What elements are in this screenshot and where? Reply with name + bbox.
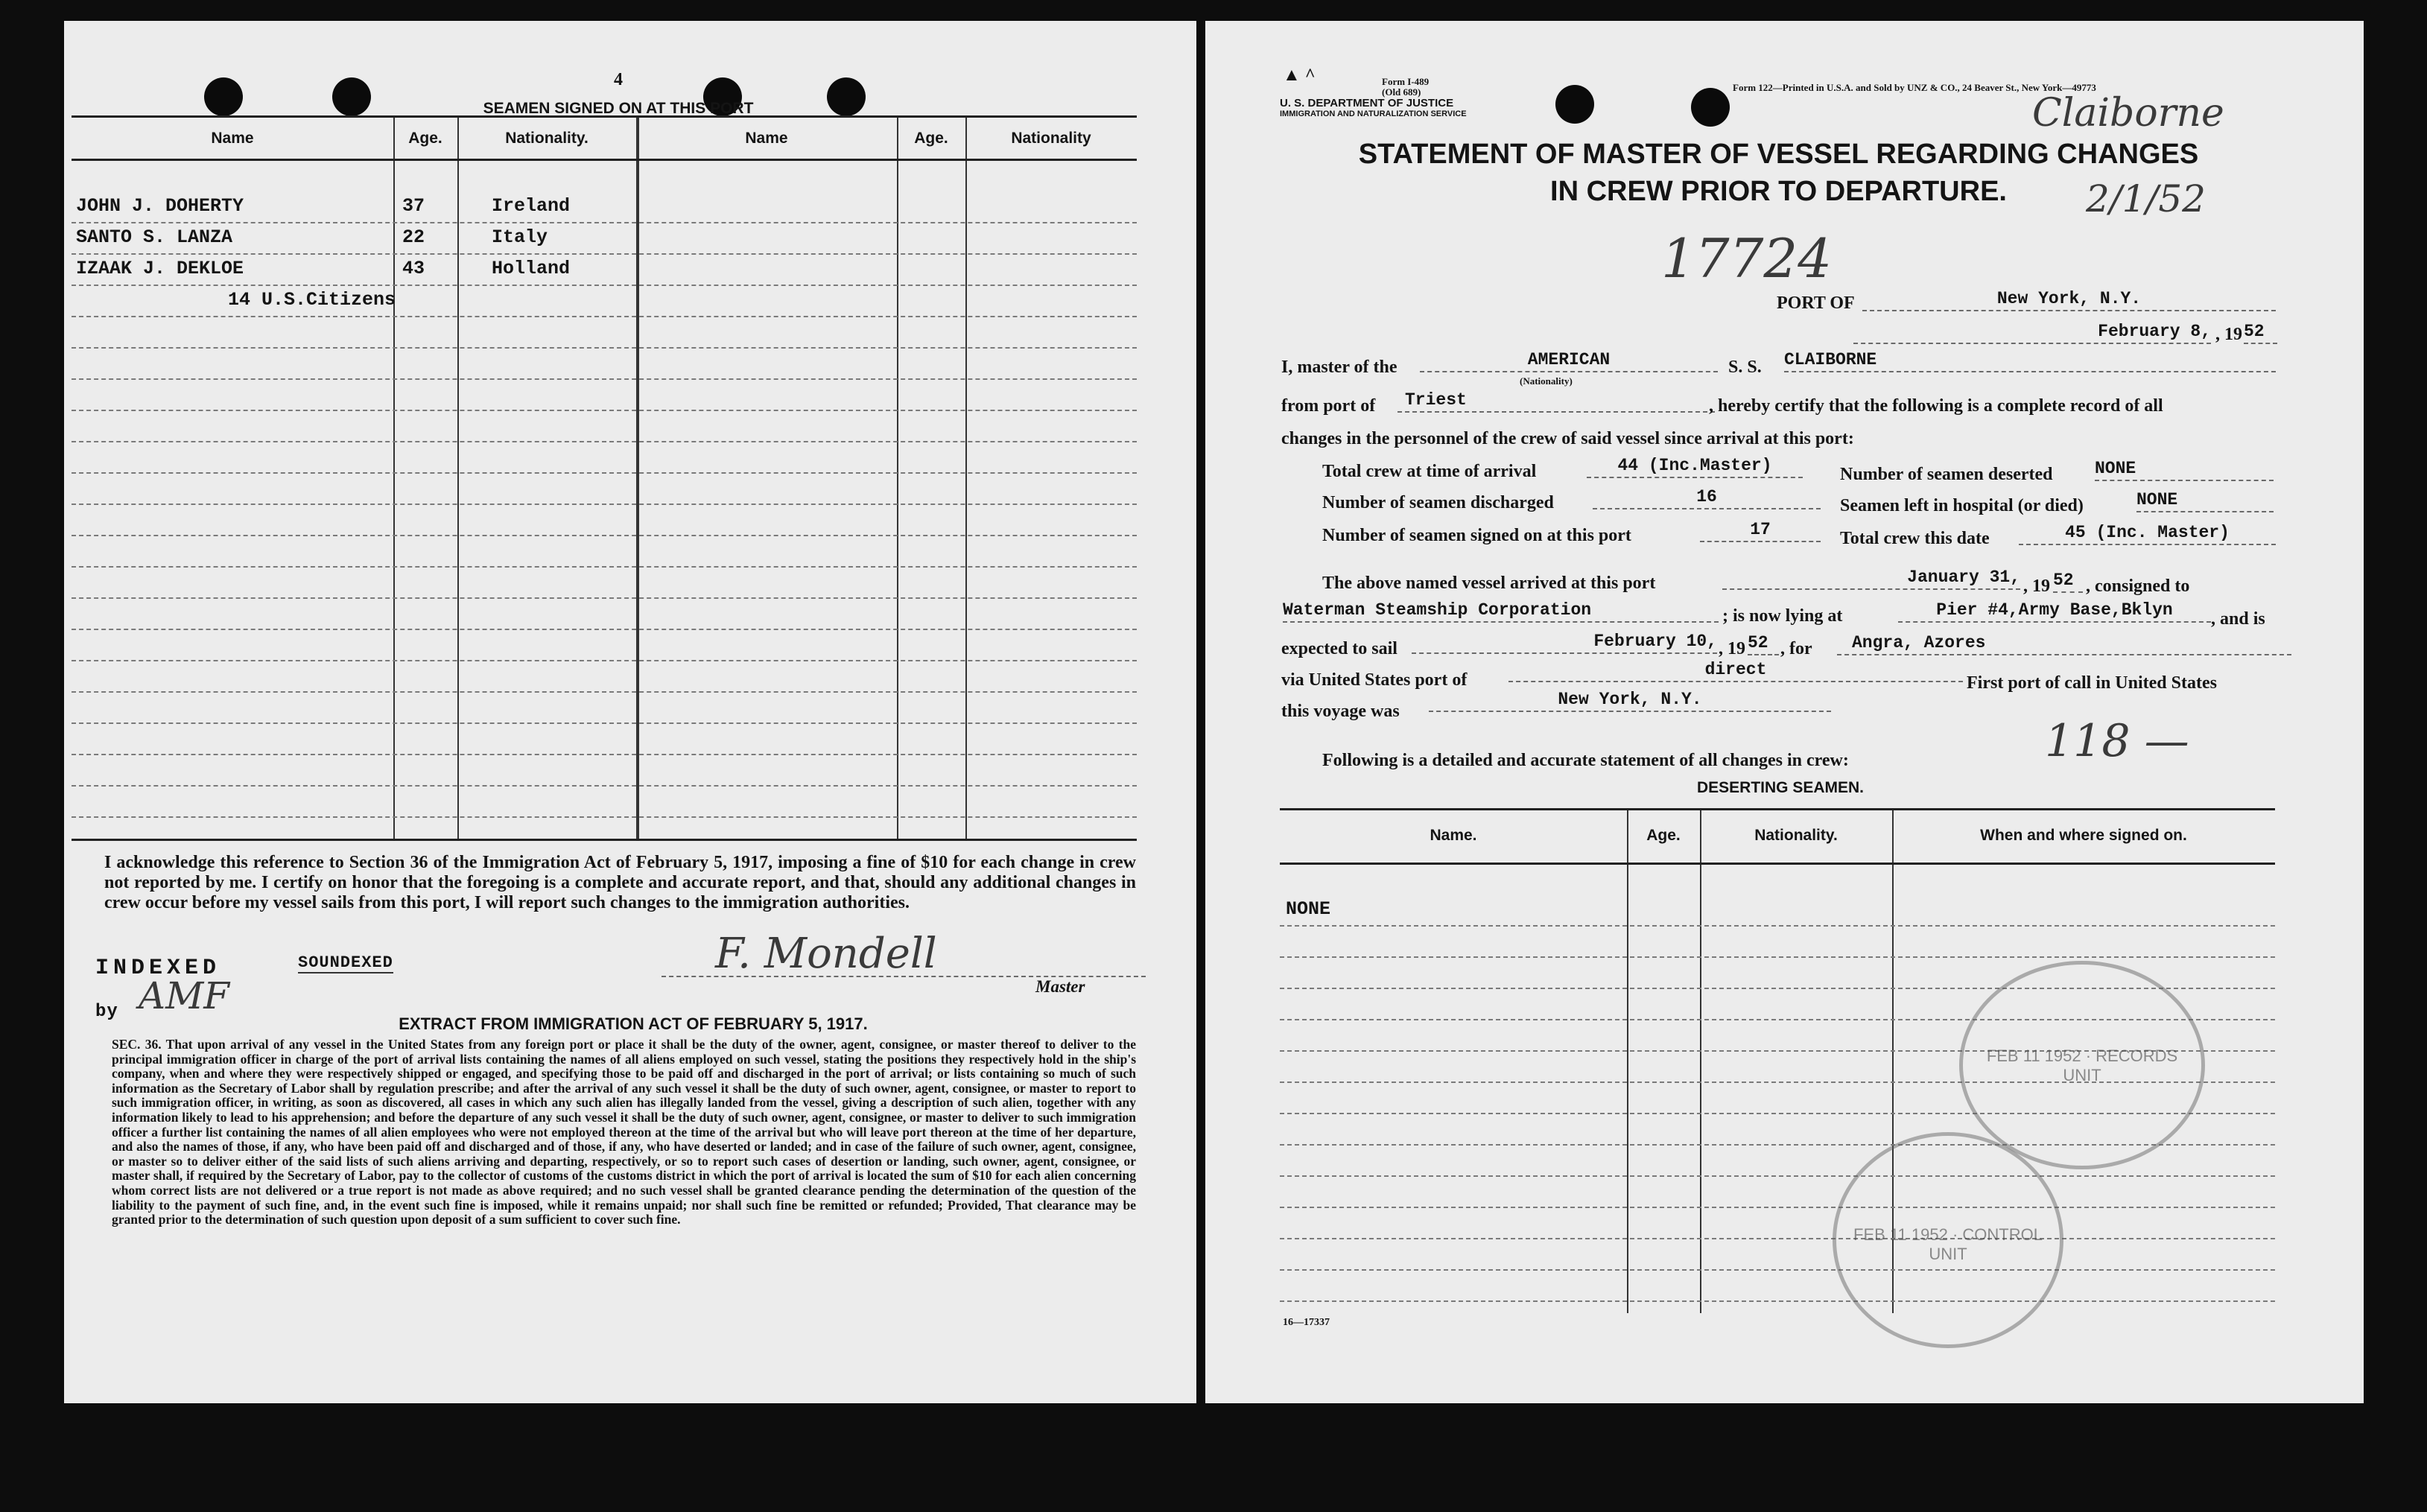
corner-mark: ▲ ^ [1283, 66, 1316, 85]
column-header: Name. [1430, 827, 1477, 844]
voyage-label: this voyage was [1281, 702, 1400, 721]
destination: Angra, Azores [1837, 633, 2291, 655]
seamen-signed-on-table [72, 115, 1137, 841]
first-port-label: First port of call in United States [1967, 673, 2217, 693]
from-port-value: Triest [1397, 390, 1715, 413]
extract-text: SEC. 36. That upon arrival of any vessel in the United States from any foreign port or place it shall be the duty of the owner, agent, consignee, or master thereof to deliver to the principal immigration officer in charge of the port of arrival lists containing the names of all aliens employed on such vessel, stating the positions they respectively hold in the ship's company, when and where they were respectively shipped or engaged, and specifying those to be paid off and discharged in the port of arrival; or lists containing so much of such information as the Secretary of Labor shall by regulation prescribe; and after the arrival of any such vessel it shall be the duty of such owner, agent, consignee, or master to report to such immigration officer, in writing, as soon as discovered, all cases in which any such alien has illegally landed from the vessel, giving a description of such alien, together with any information likely to lead to his apprehension; and before the departure of any such vessel it shall be the duty of such owner, agent, consignee, or master to deliver to such immigration officer a further list containing the names of all alien employees who were not employed thereon at the time of the arrival but who will leave port thereon at the time of her departure, and also the names of those, if any, who have been paid off and discharged and of those, if any, who have deserted or landed; and in case of the failure of such owner, agent, consignee, or master so to deliver either of the said lists of such aliens arriving and departing, respectively, or so to report such cases of desertion or landing, such owner, agent, consignee, or master shall, if required by the Secretary of Labor, pay to the collector of customs of the customs district in which the port of arrival is located the sum of $10 for each alien concerning whom correct lists are not delivered or a true report is not made as above required; and no such vessel shall be granted clearance pending the determination of the question of the liability to the payment of such fine, and, in the event such fine is imposed, while it remains unpaid; nor shall such fine be remitted or refunded; Provided, That clearance may be granted prior to the determination of such question upon deposit of a sum sufficient to cover such fine. [112, 1037, 1136, 1227]
section-title: SEAMEN SIGNED ON AT THIS PORT [483, 100, 754, 117]
year-prefix: , 19 [2215, 325, 2242, 344]
discharged-label: Number of seamen discharged [1322, 493, 1554, 512]
department: U. S. DEPARTMENT OF JUSTICE [1280, 97, 1454, 109]
table-row [72, 222, 1137, 255]
total-crew-arrival-label: Total crew at time of arrival [1322, 462, 1537, 481]
table-row [1280, 894, 2275, 927]
total-crew-date-label: Total crew this date [1840, 529, 1990, 548]
lying-at-label: ; is now lying at [1722, 606, 1843, 626]
acknowledgement-text: I acknowledge this reference to Section 36 of the Immigration Act of February 5, 1917, imposing a fine of $10 for each change in crew not reported by me. I certify on honor that the foregoing is a complete and accurate report, and that, should any additional changes in crew occur before my vessel sails from this port, I will report such changes to the immigration authorities. [104, 853, 1136, 912]
seaman-age: 43 [402, 258, 425, 279]
column-header: Age. [914, 130, 948, 147]
and-is-label: , and is [2211, 609, 2265, 629]
handwritten-118: 118 — [2045, 715, 2189, 767]
column-header: Nationality. [505, 130, 588, 147]
soundexed-stamp: SOUNDEXED [298, 953, 393, 972]
from-port-label: from port of [1281, 396, 1376, 416]
arrived-value: January 31, [1722, 568, 2020, 590]
punch-hole [1555, 85, 1594, 124]
deserting-name: NONE [1286, 898, 1331, 920]
via-value: direct [1508, 660, 1963, 682]
table-row [72, 253, 1137, 286]
hospital-label: Seamen left in hospital (or died) [1840, 496, 2084, 515]
handwritten-vessel: Claiborne [2032, 91, 2224, 136]
consigned-label: , consigned to [2086, 576, 2190, 596]
master-label: Master [1035, 977, 1085, 996]
form-title-line2: IN CREW PRIOR TO DEPARTURE. [1550, 176, 2007, 207]
by-label: by [95, 1002, 118, 1022]
page-number: 4 [614, 70, 623, 89]
seaman-name: SANTO S. LANZA [76, 226, 233, 248]
citizens-note: 14 U.S.Citizens [228, 289, 396, 311]
deserted-label: Number of seamen deserted [1840, 465, 2053, 484]
changes-text: changes in the personnel of the crew of said vessel since arrival at this port: [1281, 429, 1854, 448]
consignee-value: Waterman Steamship Corporation [1283, 600, 1719, 623]
seaman-nationality: Italy [492, 226, 548, 248]
punch-hole [1691, 88, 1730, 127]
column-header: Nationality [1011, 130, 1091, 147]
total-crew-date-value: 45 (Inc. Master) [2019, 523, 2276, 545]
form-number: Form I-489 [1382, 76, 1430, 87]
form-title-line1: STATEMENT OF MASTER OF VESSEL REGARDING CHANGES [1358, 139, 2199, 170]
vessel-name: CLAIBORNE [1784, 350, 2276, 372]
handwritten-file-number: 17724 [1661, 227, 1833, 290]
seaman-age: 37 [402, 195, 425, 217]
port-of-value: New York, N.Y. [1862, 289, 2276, 311]
arrived-year-prefix: , 19 [2023, 576, 2050, 596]
nationality-value: AMERICAN [1420, 350, 1718, 372]
certify-text: , hereby certify that the following is a complete record of all [1709, 396, 2163, 416]
following-text: Following is a detailed and accurate statement of all changes in crew: [1322, 751, 1849, 770]
nationality-caption: (Nationality) [1520, 375, 1573, 387]
via-label: via United States port of [1281, 670, 1468, 690]
punch-hole [332, 77, 371, 116]
table-row [72, 191, 1137, 223]
total-crew-arrival-value: 44 (Inc.Master) [1587, 456, 1803, 478]
indexed-stamp: INDEXED [95, 956, 221, 981]
column-header: Name [211, 130, 254, 147]
expected-label: expected to sail [1281, 639, 1397, 658]
signed-on-label: Number of seamen signed on at this port [1322, 526, 1631, 545]
date-value: February 8, [1853, 322, 2211, 344]
arrived-label: The above named vessel arrived at this port [1322, 574, 1656, 593]
extract-title: EXTRACT FROM IMMIGRATION ACT OF FEBRUARY 5, 1917. [399, 1014, 868, 1033]
year-suffix: 52 [2244, 322, 2277, 344]
signed-on-value: 17 [1700, 520, 1821, 542]
column-header: When and where signed on. [1980, 827, 2187, 844]
received-stamp [1959, 961, 2205, 1169]
seaman-name: IZAAK J. DEKLOE [76, 258, 244, 279]
column-header: Name [745, 130, 788, 147]
stamp-text: FEB 11 1952 · CONTROL UNIT [1853, 1225, 2043, 1263]
sail-date: February 10, [1412, 632, 1717, 654]
indexer-initials: AMF [139, 974, 229, 1017]
port-of-label: PORT OF [1777, 293, 1855, 313]
arrived-year: 52 [2053, 571, 2083, 593]
discharged-value: 16 [1593, 487, 1821, 509]
sail-year: 52 [1748, 633, 1779, 655]
sail-year-prefix: , 19 [1719, 639, 1745, 658]
for-label: , for [1780, 639, 1812, 658]
table-row [72, 285, 1137, 317]
seaman-name: JOHN J. DOHERTY [76, 195, 244, 217]
deserted-value: NONE [2095, 459, 2274, 481]
punch-hole [204, 77, 243, 116]
deserting-title: DESERTING SEAMEN. [1696, 779, 1865, 796]
column-header: Nationality. [1754, 827, 1838, 844]
seaman-nationality: Holland [492, 258, 571, 279]
seaman-age: 22 [402, 226, 425, 248]
printer-note: Form 122—Printed in U.S.A. and Sold by UNZ & CO., 24 Beaver St., New York—49773 [1733, 82, 2096, 93]
voyage-value: New York, N.Y. [1429, 690, 1831, 712]
form-old: (Old 689) [1382, 86, 1421, 98]
lying-at-value: Pier #4,Army Base,Bklyn [1898, 600, 2211, 623]
column-header: Age. [1646, 827, 1681, 844]
master-of-label: I, master of the [1281, 358, 1397, 377]
punch-hole [827, 77, 866, 116]
handwritten-date: 2/1/52 [2086, 177, 2206, 220]
hospital-value: NONE [2136, 490, 2274, 512]
service: IMMIGRATION AND NATURALIZATION SERVICE [1280, 109, 1467, 118]
column-header: Age. [408, 130, 442, 147]
control-stamp [1833, 1132, 2063, 1348]
deserting-table-header [1280, 810, 2275, 865]
footer-code: 16—17337 [1283, 1317, 1330, 1328]
master-signature: F. Mondell [715, 930, 937, 978]
ss-label: S. S. [1728, 358, 1762, 377]
seaman-nationality: Ireland [492, 195, 571, 217]
table-header [72, 118, 1137, 161]
stamp-text: FEB 11 1952 · RECORDS UNIT [1986, 1046, 2178, 1084]
